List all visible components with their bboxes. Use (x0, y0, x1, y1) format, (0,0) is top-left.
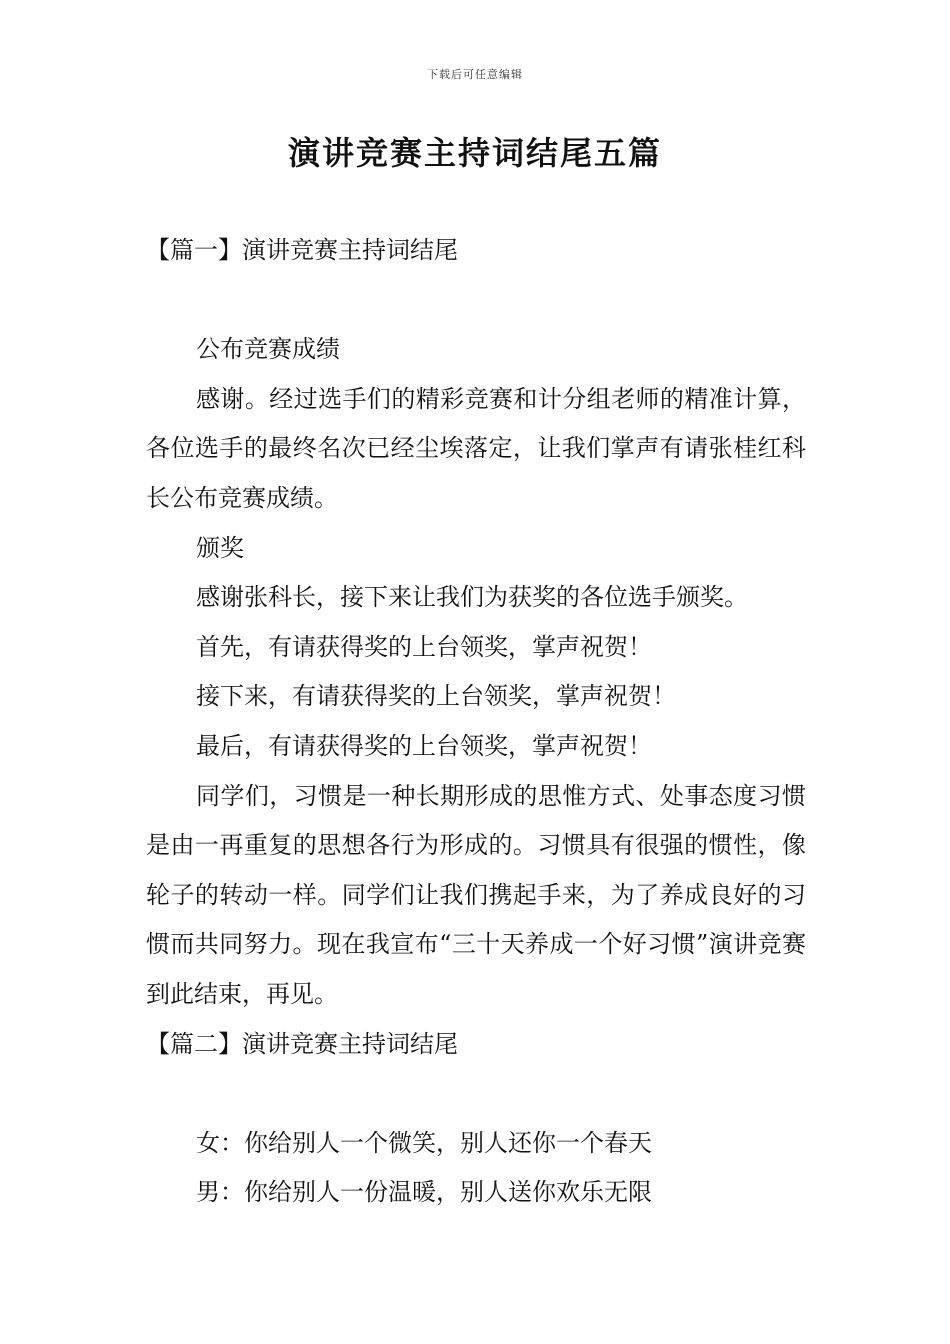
document-title: 演讲竞赛主持词结尾五篇 (287, 134, 662, 172)
paragraph: 感谢张科长，接下来让我们为获奖的各位选手颁奖。 (196, 583, 748, 612)
header-note: 下载后可任意编辑 (427, 68, 523, 81)
section-heading-1: 【篇一】演讲竞赛主持词结尾 (146, 236, 458, 264)
paragraph: 接下来，有请获得奖的上台领奖，掌声祝贺！ (196, 682, 676, 711)
paragraph: 首先，有请获得奖的上台领奖，掌声祝贺！ (196, 632, 652, 661)
paragraph: 男：你给别人一份温暖，别人送你欢乐无限 (196, 1178, 652, 1207)
paragraph: 公布竞赛成绩 (196, 335, 340, 364)
paragraph: 同学们，习惯是一种长期形成的思惟方式、处事态度习惯是由一再重复的思想各行为形成的。习惯具有很强的惯性，像轮子的转动一样。同学们让我们携起手来，为了养成良好的习惯而共同努力。现在我宣布“三十天养成一个好习惯”演讲竞赛到此结束，再见。 (146, 781, 806, 1008)
blank-line (146, 276, 806, 326)
paragraph: 最后，有请获得奖的上台领奖，掌声祝贺！ (196, 731, 652, 760)
section-heading-2: 【篇二】演讲竞赛主持词结尾 (146, 1029, 458, 1058)
paragraph: 颁奖 (196, 533, 244, 562)
paragraph: 感谢。经过选手们的精彩竞赛和计分组老师的精准计算，各位选手的最终名次已经尘埃落定，让我们掌声有请张桂红科长公布竞赛成绩。 (146, 384, 806, 512)
paragraph: 女：你给别人一个微笑，别人还你一个春天 (196, 1128, 652, 1157)
document-body (146, 226, 806, 1218)
blank-line (146, 1069, 806, 1119)
